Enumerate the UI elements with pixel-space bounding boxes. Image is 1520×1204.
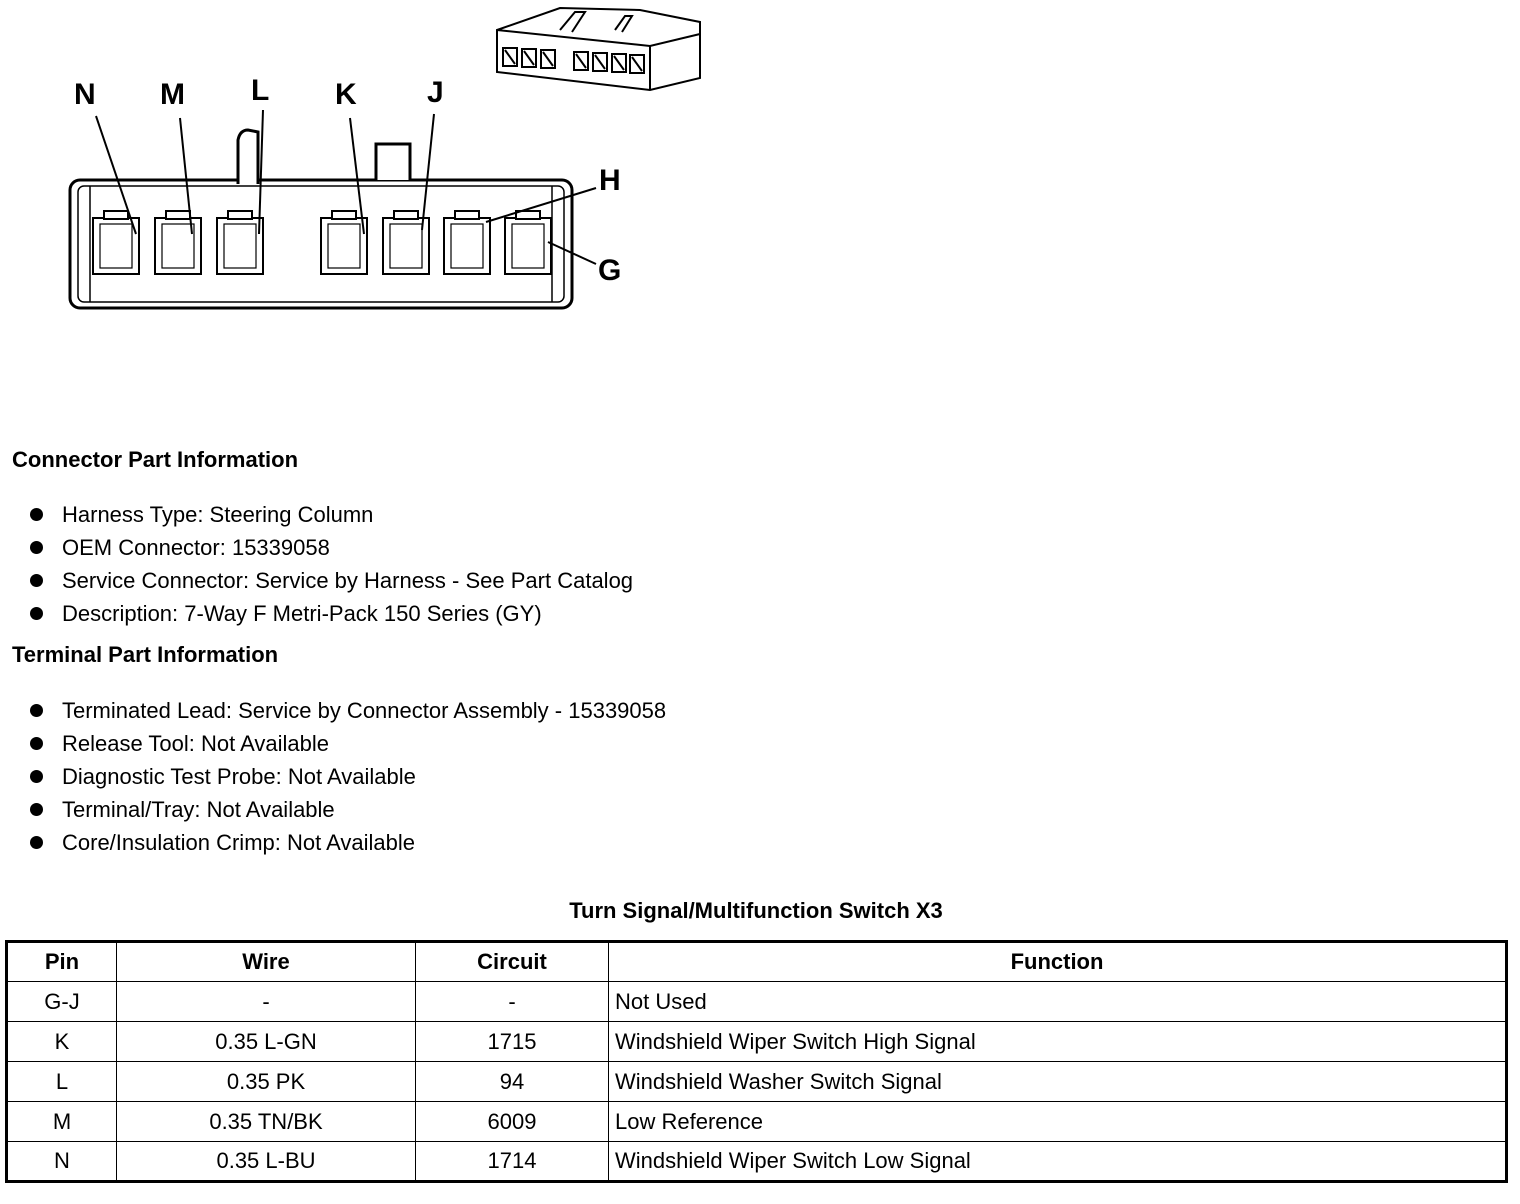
- cell-pin: L: [7, 1062, 117, 1102]
- cell-circuit: 1714: [416, 1142, 609, 1182]
- list-item: Terminal/Tray: Not Available: [30, 793, 666, 826]
- cell-pin: M: [7, 1102, 117, 1142]
- list-item: Harness Type: Steering Column: [30, 498, 633, 531]
- cell-circuit: 6009: [416, 1102, 609, 1142]
- connector-diagram: [0, 0, 760, 330]
- table-header-row: [7, 942, 1507, 982]
- cell-wire: 0.35 TN/BK: [117, 1102, 416, 1142]
- bullet-icon: [30, 607, 43, 620]
- column-header-pin: Pin: [7, 942, 117, 982]
- bullet-icon: [30, 541, 43, 554]
- cell-wire: 0.35 PK: [117, 1062, 416, 1102]
- column-header-wire: Wire: [117, 942, 416, 982]
- column-header-circuit: Circuit: [416, 942, 609, 982]
- cell-function: Low Reference: [609, 1102, 1507, 1142]
- terminal-info-heading: Terminal Part Information: [12, 642, 279, 667]
- bullet-icon: [30, 704, 43, 717]
- table-row: [7, 1142, 1507, 1182]
- cell-pin: G-J: [7, 982, 117, 1022]
- table-row: [7, 1102, 1507, 1142]
- table-row: [7, 1022, 1507, 1062]
- list-item: Terminated Lead: Service by Connector Assembly - 15339058: [30, 694, 666, 727]
- terminal-info-list: [30, 694, 666, 859]
- list-item: Description: 7-Way F Metri-Pack 150 Series (GY): [30, 597, 633, 630]
- pin-label-n: N: [74, 78, 96, 111]
- list-item: Release Tool: Not Available: [30, 727, 666, 760]
- list-item: Core/Insulation Crimp: Not Available: [30, 826, 666, 859]
- connector-info-list: [30, 498, 633, 630]
- bullet-icon: [30, 803, 43, 816]
- cavity-m: [155, 211, 201, 274]
- cell-pin: K: [7, 1022, 117, 1062]
- cell-function: Windshield Wiper Switch Low Signal: [609, 1142, 1507, 1182]
- cell-circuit: 1715: [416, 1022, 609, 1062]
- connector-isometric-view: [497, 8, 700, 90]
- bullet-icon: [30, 737, 43, 750]
- pin-label-m: M: [160, 78, 185, 111]
- terminal-cavities: [93, 211, 551, 274]
- pin-label-j: J: [427, 76, 444, 109]
- cavity-l: [217, 211, 263, 274]
- pin-label-g: G: [598, 254, 622, 287]
- list-item: Diagnostic Test Probe: Not Available: [30, 760, 666, 793]
- table-row: [7, 982, 1507, 1022]
- bullet-icon: [30, 836, 43, 849]
- cell-circuit: 94: [416, 1062, 609, 1102]
- list-item: Service Connector: Service by Harness - See Part Catalog: [30, 564, 633, 597]
- bullet-icon: [30, 574, 43, 587]
- table-row: [7, 1062, 1507, 1102]
- cell-wire: 0.35 L-GN: [117, 1022, 416, 1062]
- cavity-g: [505, 211, 551, 274]
- cell-wire: 0.35 L-BU: [117, 1142, 416, 1182]
- bullet-icon: [30, 770, 43, 783]
- cell-wire: -: [117, 982, 416, 1022]
- pin-label-h: H: [599, 164, 621, 197]
- cavity-k: [321, 211, 367, 274]
- column-header-function: Function: [609, 942, 1507, 982]
- cell-function: Windshield Washer Switch Signal: [609, 1062, 1507, 1102]
- cavity-h: [444, 211, 490, 274]
- pinout-table: [5, 940, 1508, 1183]
- cell-function: Windshield Wiper Switch High Signal: [609, 1022, 1507, 1062]
- bullet-icon: [30, 508, 43, 521]
- pin-label-k: K: [335, 78, 357, 111]
- table-title: Turn Signal/Multifunction Switch X3: [569, 898, 943, 923]
- pin-label-l: L: [251, 74, 270, 107]
- cell-circuit: -: [416, 982, 609, 1022]
- cell-function: Not Used: [609, 982, 1507, 1022]
- cell-pin: N: [7, 1142, 117, 1182]
- connector-info-heading: Connector Part Information: [12, 447, 299, 472]
- list-item: OEM Connector: 15339058: [30, 531, 633, 564]
